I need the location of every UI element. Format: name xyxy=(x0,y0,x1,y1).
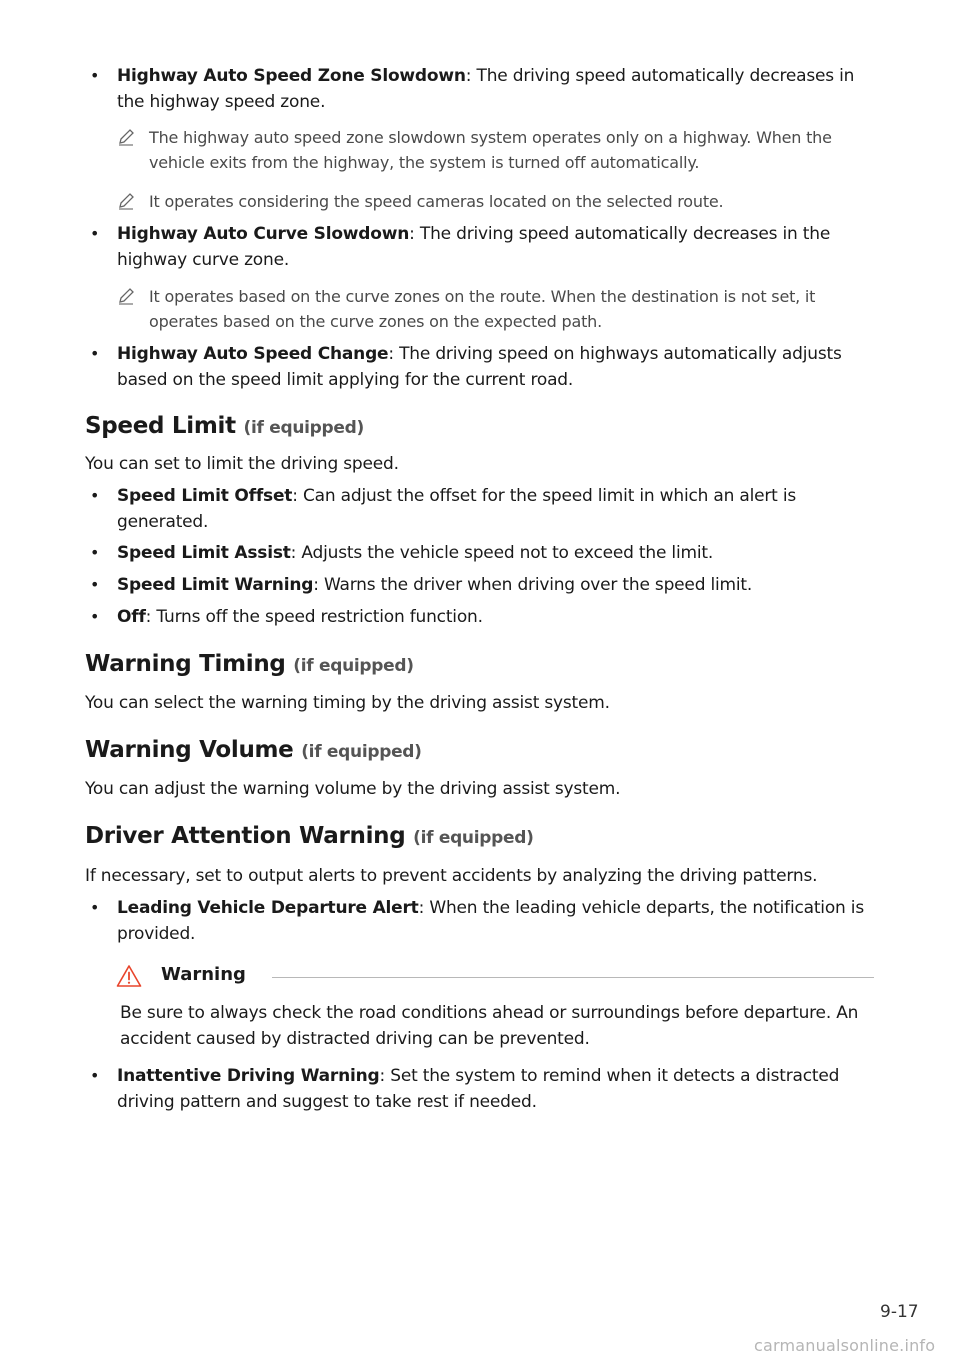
note-text: It operates considering the speed cameras located on the selected route. xyxy=(149,192,724,211)
list-item-inattentive-driving xyxy=(90,1063,874,1115)
warning-callout-header xyxy=(116,962,874,992)
note-text: It operates based on the curve zones on the route. When the destination is not set, it operates based on the curve zones on the expected path. xyxy=(149,287,816,331)
warning-triangle-icon xyxy=(116,964,142,988)
section-heading-driver-attention xyxy=(85,821,534,853)
page-number: 9-17 xyxy=(880,1302,919,1322)
item-term: Inattentive Driving Warning xyxy=(117,1066,380,1086)
warning-divider xyxy=(272,977,874,978)
pencil-note-icon xyxy=(116,191,136,211)
list-item-highway-curve xyxy=(90,221,874,273)
section-heading-speed-limit xyxy=(85,411,364,443)
heading-qualifier: (if equipped) xyxy=(243,418,364,438)
list-item-highway-speed-zone xyxy=(90,63,874,115)
bullet-dot: • xyxy=(90,1066,100,1085)
item-term: Off xyxy=(117,607,146,627)
bullet-dot: • xyxy=(90,224,100,243)
item-description: : Turns off the speed restriction function. xyxy=(145,607,483,627)
list-item-speed-limit-assist xyxy=(90,540,874,566)
bullet-dot: • xyxy=(90,607,100,626)
pencil-note-icon xyxy=(116,286,136,306)
section-intro: You can select the warning timing by the driving assist system. xyxy=(85,693,610,713)
warning-callout-text: Be sure to always check the road conditions ahead or surroundings before departure. An accident caused by distracted driving can be prevented. xyxy=(120,1003,859,1049)
note-text: The highway auto speed zone slowdown system operates only on a highway. When the vehicle exits from the highway, the system is turned off automatically. xyxy=(149,128,832,172)
list-item-highway-speed-change xyxy=(90,341,874,393)
item-description: : Adjusts the vehicle speed not to exceed the limit. xyxy=(290,543,714,563)
heading-title: Speed Limit xyxy=(85,413,236,439)
item-term: Leading Vehicle Departure Alert xyxy=(117,898,419,918)
list-item-speed-limit-offset xyxy=(90,483,874,535)
item-term: Highway Auto Speed Zone Slowdown xyxy=(117,66,466,86)
item-term: Highway Auto Speed Change xyxy=(117,344,389,364)
list-item-speed-limit-warning xyxy=(90,572,874,598)
bullet-dot: • xyxy=(90,344,100,363)
heading-qualifier: (if equipped) xyxy=(301,742,422,762)
heading-title: Warning Timing xyxy=(85,651,286,677)
heading-title: Driver Attention Warning xyxy=(85,823,406,849)
list-item-off xyxy=(90,604,874,630)
pencil-note-icon xyxy=(116,127,136,147)
item-description: : The driving speed on highways automatically adjusts based on the speed limit applying for the current road. xyxy=(117,344,842,390)
note-speed-cameras xyxy=(116,189,866,214)
bullet-dot: • xyxy=(90,486,100,505)
section-heading-warning-timing xyxy=(85,649,414,681)
bullet-dot: • xyxy=(90,543,100,562)
section-heading-warning-volume xyxy=(85,735,422,767)
item-term: Speed Limit Assist xyxy=(117,543,291,563)
item-description: : Warns the driver when driving over the speed limit. xyxy=(313,575,753,595)
item-term: Speed Limit Warning xyxy=(117,575,314,595)
note-highway-only xyxy=(116,125,866,175)
item-description: : When the leading vehicle departs, the notification is provided. xyxy=(117,898,864,944)
item-description: : The driving speed automatically decreases in the highway speed zone. xyxy=(117,66,855,112)
heading-qualifier: (if equipped) xyxy=(413,828,534,848)
warning-label: Warning xyxy=(161,964,246,985)
item-description: : The driving speed automatically decreases in the highway curve zone. xyxy=(117,224,831,270)
item-description: : Can adjust the offset for the speed limit in which an alert is generated. xyxy=(117,486,797,532)
list-item-leading-vehicle-departure xyxy=(90,895,874,947)
section-intro: You can adjust the warning volume by the driving assist system. xyxy=(85,779,621,799)
bullet-dot: • xyxy=(90,66,100,85)
item-description: : Set the system to remind when it detects a distracted driving pattern and suggest to take rest if needed. xyxy=(117,1066,840,1112)
item-term: Speed Limit Offset xyxy=(117,486,293,506)
item-term: Highway Auto Curve Slowdown xyxy=(117,224,410,244)
section-intro: You can set to limit the driving speed. xyxy=(85,454,399,474)
section-intro: If necessary, set to output alerts to prevent accidents by analyzing the driving patterns. xyxy=(85,866,818,886)
watermark-text: carmanualsonline.info xyxy=(754,1336,936,1355)
bullet-dot: • xyxy=(90,898,100,917)
heading-qualifier: (if equipped) xyxy=(293,656,414,676)
heading-title: Warning Volume xyxy=(85,737,294,763)
note-curve-zones xyxy=(116,284,866,334)
bullet-dot: • xyxy=(90,575,100,594)
